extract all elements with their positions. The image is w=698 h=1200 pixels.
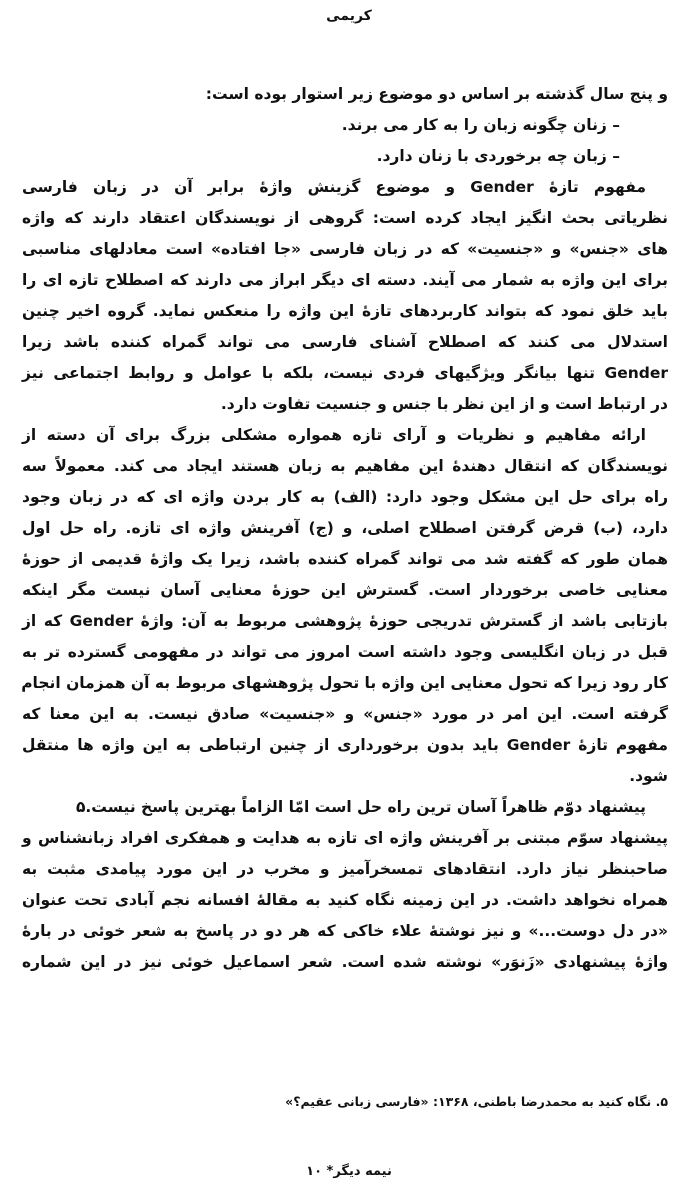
text-line: نویسندگان که انتقال دهندهٔ این مفاهیم به زبان هستند ایجاد می کند. معمولاً سه bbox=[22, 457, 668, 475]
text-line: باید خلق نمود که بتواند کاربردهای تازهٔ این واژه را منعکس نماید. گروه اخیر چنین bbox=[22, 302, 668, 320]
text-line: همان طور که گفته شد می تواند گمراه کننده باشد، زیرا یک واژهٔ قدیمی از حوزهٔ bbox=[22, 550, 668, 568]
text-line: معنایی خاصی برخوردار است. گسترش این حوزهٔ معنایی آسان نیست مگر اینکه bbox=[22, 581, 668, 599]
text-line: شود. bbox=[629, 767, 668, 785]
text-line: – زبان چه برخوردی با زنان دارد. bbox=[376, 147, 620, 165]
text-line: مفهوم تازهٔ Gender باید بدون برخورداری از چنین ارتباطی به این واژه ها منتقل bbox=[22, 736, 668, 754]
text-line: گرفته است. این امر در مورد «جنس» و «جنسیت» صادق نیست. به این معنا که bbox=[22, 705, 668, 723]
running-head: کریمی bbox=[326, 8, 372, 24]
body-text bbox=[22, 79, 668, 978]
text-line: های «جنس» و «جنسیت» که در زبان فارسی «جا افتاده» است معادلهای مناسبی bbox=[22, 240, 668, 258]
text-line: ارائه مفاهیم و نظریات و آرای تازه همواره مشکلی بزرگ برای آن دسته از bbox=[22, 426, 646, 444]
text-line: دارد، (ب) قرض گرفتن اصطلاح اصلی، و (ج) آفرینش واژه ای تازه. راه حل اول bbox=[22, 519, 668, 537]
text-line: و پنج سال گذشته بر اساس دو موضوع زیر استوار بوده است: bbox=[205, 85, 668, 103]
text-line: پیشنهاد دوّم ظاهراً آسان ترین راه حل است امّا الزاماً بهترین پاسخ نیست.۵ bbox=[75, 798, 646, 816]
text-line: همراه نخواهد داشت. در این زمینه نگاه کنید به مقالهٔ افسانه نجم آبادی تحت عنوان bbox=[22, 891, 668, 909]
text-line: بازتابی باشد از گسترش تدریجی حوزهٔ پژوهشی مربوط به آن: واژهٔ Gender که از bbox=[22, 612, 668, 630]
text-line: صاحبنظر نیاز دارد. انتقادهای تمسخرآمیز و مخرب در این مورد پیامدی مثبت به bbox=[22, 860, 668, 878]
text-line: «در دل دوست...» و نیز نوشتهٔ علاء خاکی که هر دو در پاسخ به شعر خوئی در بارهٔ bbox=[22, 922, 668, 940]
text-line: قبل در زبان انگلیسی وجود داشته است امروز می تواند در مفهومی گسترده تر به bbox=[22, 643, 668, 661]
text-line: کار رود زیرا که تحول معنایی این واژه با تحول پژوهشهای مربوط به آن همزمان انجام bbox=[21, 674, 668, 692]
text-line: برای این واژه به شمار می آیند. دسته ای دیگر ابراز می دارند که اصطلاح تازه ای را bbox=[22, 271, 668, 289]
text-line: Gender تنها بیانگر ویژگیهای فردی نیست، بلکه با عوامل و روابط اجتماعی نیز bbox=[22, 364, 668, 382]
text-line: راه برای حل این مشکل وجود دارد: (الف) به کار بردن واژه ای که در زبان وجود bbox=[22, 488, 668, 506]
text-line: – زنان چگونه زبان را به کار می برند. bbox=[341, 116, 620, 134]
text-line: پیشنهاد سوّم مبتنی بر آفرینش واژه ای تازه به هدایت و همفکری افراد زبانشناس و bbox=[22, 829, 668, 847]
text-line: واژهٔ پیشنهادی «زَنوَر» نوشته شده است. شعر اسماعیل خوئی نیز در این شماره bbox=[22, 953, 668, 971]
page-number: نیمه دیگر* ۱۰ bbox=[306, 1164, 392, 1179]
text-line: مفهوم تازهٔ Gender و موضوع گزینش واژهٔ برابر آن در زبان فارسی bbox=[22, 178, 646, 196]
text-line: در ارتباط است و از این نظر با جنس و جنسیت تفاوت دارد. bbox=[220, 395, 668, 413]
text-line: استدلال می کنند که اصطلاح آشنای فارسی می تواند گمراه کننده باشد زیرا bbox=[22, 333, 668, 351]
text-line: نظریاتی بحث انگیز ایجاد کرده است: گروهی از نویسندگان اعتقاد دارند که واژه bbox=[22, 209, 668, 227]
footnote: ۵. نگاه کنید به محمدرضا باطنی، ۱۳۶۸: «فارسی زبانی عقیم؟» bbox=[285, 1094, 668, 1109]
